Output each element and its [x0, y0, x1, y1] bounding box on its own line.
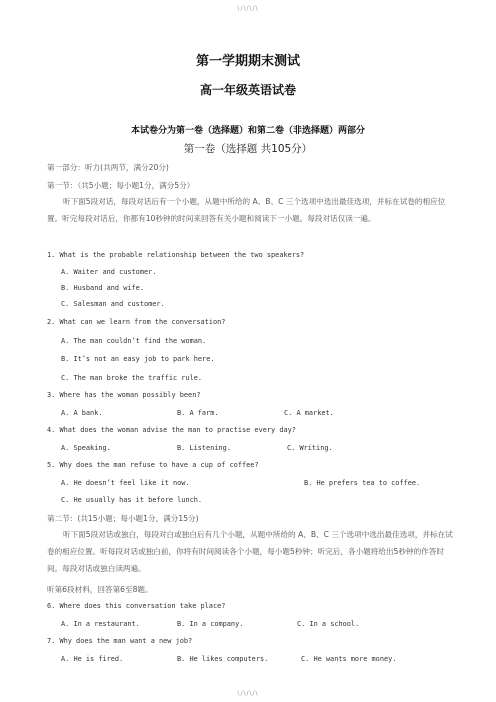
question-2: 2. What can we learn from the conversation?	[47, 318, 226, 326]
section2-instructions: 听下面5段对话或独白，每段对白或独白后有几个小题，从题中所给的 A、B、C 三个选项中选出最佳选项，并标在试卷的相应位置。听每段对话或独白前，你将有时间阅读各个小题，每小题5秒钟；听完后，各小题将给出5秒钟的作答时间。每段对话或独白读两遍。	[47, 530, 453, 573]
exam-intro: 本试卷分为第一卷（选择题）和第二卷（非选择题）两部分	[130, 126, 365, 136]
page-title: 第一学期期末测试	[195, 54, 300, 69]
question-5: 5. Why does the man refuse to have a cup of coffee?	[47, 461, 259, 469]
q6-option-b: B. In a company.	[177, 620, 244, 628]
q3-option-b: B. A farm.	[177, 409, 219, 417]
q1-option-b: B. Husband and wife.	[61, 284, 144, 292]
q6-option-a: A. In a restaurant.	[61, 620, 140, 628]
q3-option-c: C. A market.	[284, 409, 334, 417]
q4-option-c: C. Writing.	[287, 444, 333, 452]
question-7: 7. Why does the man want a new job?	[47, 637, 193, 645]
section2-heading: 第二节：(共15小题；每小题1分，满分15分)	[47, 514, 199, 523]
q4-option-a: A. Speaking.	[61, 444, 111, 452]
q7-option-b: B. He likes computers.	[177, 655, 269, 663]
q5-option-b: B. He prefers tea to coffee.	[304, 479, 421, 487]
question-3: 3. Where has the woman possibly been?	[47, 391, 201, 399]
q4-option-b: B. Listening.	[177, 444, 231, 452]
q1-option-a: A. Waiter and customer.	[61, 268, 157, 276]
q2-option-c: C. The man broke the traffic rule.	[61, 374, 203, 382]
q2-option-b: B. It’s not an easy job to park here.	[61, 355, 215, 363]
section1-heading: 第一节：（共5小题；每小题1分，满分5分）	[47, 181, 195, 190]
part1-heading: 第一部分：听力(共两节，满分20分)	[47, 163, 169, 172]
q7-option-c: C. He wants more money.	[301, 655, 397, 663]
material-6-note: 听第6段材料，回答第6至8题。	[47, 585, 153, 594]
q7-option-a: A. He is fired.	[61, 655, 124, 663]
q2-option-a: A. The man couldn’t find the woman.	[61, 337, 207, 345]
page-subtitle: 高一年级英语试卷	[199, 83, 296, 97]
question-4: 4. What does the woman advise the man to practise every day?	[47, 426, 296, 434]
q5-option-a: A. He doesn’t feel like it now.	[61, 479, 190, 487]
q6-option-c: C. In a school.	[297, 620, 360, 628]
question-6: 6. Where does this conversation take place?	[47, 602, 226, 610]
header-mark: \/\/\/\	[237, 5, 259, 12]
section1-instructions: 听下面5段对话，每段对话后有一个小题，从题中所给的 A、B、C 三个选项中选出最佳选项，并标在试卷的相应位置。听完每段对话后，你都有10秒钟的时间来回答有关小题和阅读下一小题。每段对话仅读一遍。	[47, 197, 446, 223]
volume-heading: 第一卷（选择题 共105分）	[183, 143, 313, 155]
q5-option-c: C. He usually has it before lunch.	[61, 496, 203, 504]
q1-option-c: C. Salesman and customer.	[61, 300, 165, 308]
footer-mark: \/\/\/\	[237, 690, 259, 697]
question-1: 1. What is the probable relationship between the two speakers?	[47, 251, 305, 259]
q3-option-a: A. A bank.	[61, 409, 103, 417]
